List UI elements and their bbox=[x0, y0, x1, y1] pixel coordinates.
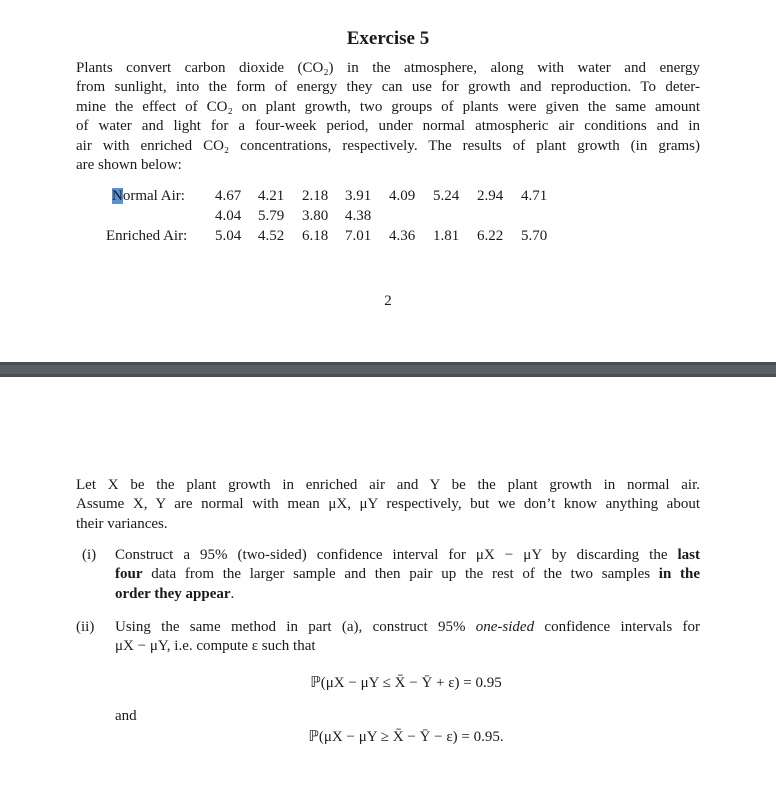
normal-air-label[interactable]: Normal Air: bbox=[112, 188, 185, 204]
text-line: Let X be the plant growth in enriched air and Y be the plant growth in normal air. bbox=[76, 477, 700, 493]
data-value: 4.71 bbox=[521, 188, 548, 204]
data-value: 4.52 bbox=[258, 228, 285, 244]
data-value: 5.79 bbox=[258, 208, 285, 224]
data-value: 3.80 bbox=[302, 208, 329, 224]
data-value: 5.24 bbox=[433, 188, 460, 204]
assumption-paragraph bbox=[76, 476, 700, 534]
page-separator bbox=[0, 362, 776, 377]
text-line: air with enriched CO₂ concentrations, respectively. The results of plant growth (in grams) bbox=[76, 137, 700, 154]
text-line: are shown below: bbox=[76, 157, 182, 174]
data-value: 4.09 bbox=[389, 188, 416, 204]
item-marker: (i) bbox=[82, 547, 97, 563]
equation-lower-bound: ℙ(μX − μY ≥ X̄ − Ȳ − ε) = 0.95. bbox=[308, 729, 504, 745]
text-selection[interactable]: N bbox=[112, 188, 123, 204]
item-body bbox=[115, 618, 700, 657]
text-line: four data from the larger sample and then pair up the rest of the two samples in the bbox=[115, 566, 700, 583]
data-value: 3.91 bbox=[345, 188, 372, 204]
text-line: of water and light for a four-week period, under normal atmospheric air conditions and in bbox=[76, 118, 700, 135]
data-value: 1.81 bbox=[433, 228, 460, 244]
data-value: 5.70 bbox=[521, 228, 548, 244]
item-body bbox=[115, 546, 700, 604]
text-line: from sunlight, into the form of energy they can use for growth and reproduction. To deter- bbox=[76, 79, 700, 96]
text-line: order they appear. bbox=[115, 585, 235, 602]
text-line: Using the same method in part (a), construct 95% one-sided confidence intervals for bbox=[115, 619, 701, 635]
page-separator-band bbox=[0, 365, 776, 374]
text-line: mine the effect of CO₂ on plant growth, two groups of plants were given the same amount bbox=[76, 98, 700, 115]
data-value: 6.18 bbox=[302, 228, 329, 244]
connector-text: and bbox=[115, 708, 137, 724]
data-value: 4.04 bbox=[215, 208, 242, 224]
enriched-air-label: Enriched Air: bbox=[106, 228, 188, 244]
bold-text: last bbox=[677, 547, 700, 563]
data-value: 2.94 bbox=[477, 188, 504, 204]
data-value: 6.22 bbox=[477, 228, 504, 244]
text-line: Assume X, Y are normal with mean μX, μY respectively, but we don’t know anything about bbox=[76, 496, 700, 513]
page-number: 2 bbox=[384, 293, 392, 309]
data-value: 4.21 bbox=[258, 188, 285, 204]
data-value: 4.67 bbox=[215, 188, 242, 204]
data-value: 5.04 bbox=[215, 228, 242, 244]
text-line: their variances. bbox=[76, 515, 168, 532]
bold-text: four bbox=[115, 566, 143, 583]
italic-text: one-sided bbox=[475, 619, 535, 635]
item-marker: (ii) bbox=[76, 619, 95, 635]
exercise-title: Exercise 5 bbox=[346, 28, 430, 49]
data-value: 4.36 bbox=[389, 228, 416, 244]
bold-text: in the bbox=[658, 566, 700, 583]
page-2 bbox=[0, 0, 776, 362]
data-value: 4.38 bbox=[345, 208, 372, 224]
data-value: 2.18 bbox=[302, 188, 329, 204]
text-line: Plants convert carbon dioxide (CO₂) in the atmosphere, along with water and energy bbox=[76, 60, 700, 76]
bold-text: order they appear bbox=[115, 585, 231, 602]
text-line: Construct a 95% (two-sided) confidence interval for μX − μY by discarding the last bbox=[115, 547, 700, 563]
equation-upper-bound: ℙ(μX − μY ≤ X̄ − Ȳ + ε) = 0.95 bbox=[310, 675, 502, 691]
data-value: 7.01 bbox=[345, 228, 372, 244]
text-line: μX − μY, i.e. compute ε such that bbox=[115, 638, 316, 655]
intro-paragraph bbox=[76, 59, 700, 175]
